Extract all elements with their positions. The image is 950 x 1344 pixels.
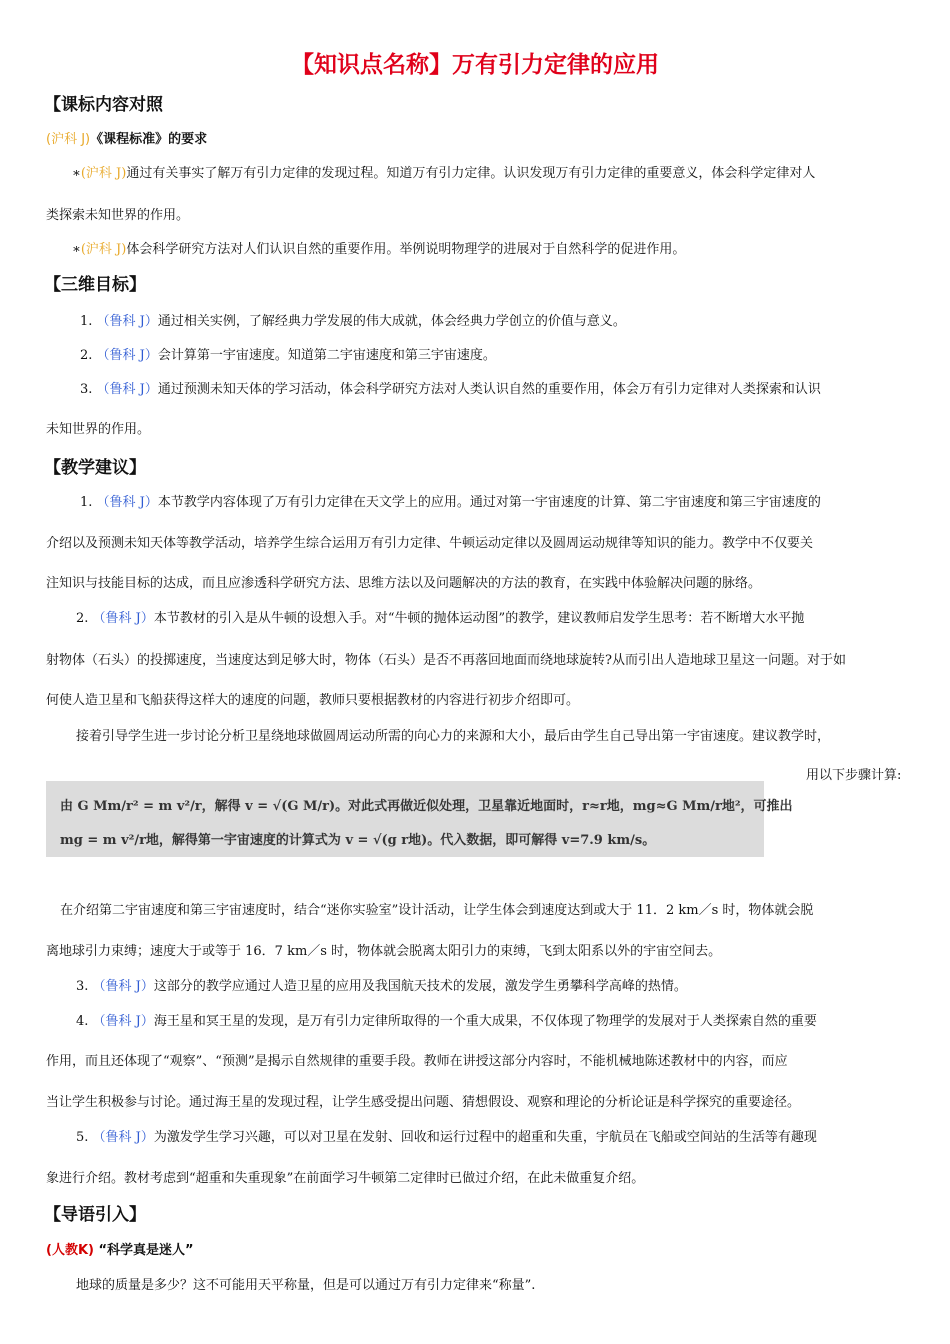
subheading-text: 《课程标准》的要求	[90, 132, 208, 147]
subheading-text: “科学真是迷人”	[98, 1243, 194, 1258]
item-text: 为激发学生学习兴趣，可以对卫星在发射、回收和运行过程中的超重和失重，宇航员在飞船或空间站的生活等有趣现	[153, 1130, 817, 1145]
teaching-item-2-line-3: 何使人造卫星和飞船获得这样大的速度的问题，教师只要根据教材的内容进行初步介绍即可。	[46, 693, 580, 708]
teaching-item-5	[76, 1126, 817, 1145]
source-tag: (沪科 J)	[46, 132, 91, 147]
curriculum-paragraph-2	[72, 238, 685, 257]
section-heading-teaching: 【教学建议】	[44, 458, 146, 478]
intro-subheading	[46, 1239, 194, 1258]
item-number: 3.	[76, 979, 89, 994]
item-text: 本节教材的引入是从牛顿的设想入手。对“牛顿的抛体运动图”的教学，建议教师启发学生思考：若不断增大水平抛	[153, 611, 805, 626]
teaching-item-4	[76, 1010, 817, 1029]
item-number: 1.	[80, 495, 93, 510]
paragraph-text: 体会科学研究方法对人们认识自然的重要作用。举例说明物理学的进展对于自然科学的促进作用。	[126, 242, 686, 257]
source-tag: (沪科 J)	[80, 166, 127, 181]
item-number: 2.	[80, 348, 93, 363]
formula-line-2: mg = m v²/r地，解得第一宇宙速度的计算式为 v = √(g r地)。代入数据，即可解得 v=7.9 km/s。	[60, 833, 656, 848]
item-number: 3.	[80, 382, 93, 397]
source-tag: (人教K)	[46, 1243, 94, 1258]
teaching-item-3	[76, 975, 687, 994]
source-tag: （鲁科 J）	[92, 611, 154, 626]
goal-item-2	[80, 344, 496, 363]
item-text: 通过相关实例，了解经典力学发展的伟大成就，体会经典力学创立的价值与意义。	[157, 314, 626, 329]
item-number: 4.	[76, 1014, 89, 1029]
bullet-star: ∗	[72, 166, 81, 181]
section-heading-intro: 【导语引入】	[44, 1205, 146, 1225]
item-text: 会计算第一宇宙速度。知道第二宇宙速度和第三宇宙速度。	[157, 348, 496, 363]
teaching-second-line-2: 离地球引力束缚；速度大于或等于 16．7 km／s 时，物体就会脱离太阳引力的束缚，飞到太阳系以外的宇宙空间去。	[46, 944, 722, 959]
teaching-follow-line-1: 接着引导学生进一步讨论分析卫星绕地球做圆周运动所需的向心力的来源和大小，最后由学生自己导出第一宇宙速度。建议教学时，	[76, 729, 831, 744]
intro-paragraph: 地球的质量是多少？这不可能用天平称量，但是可以通过万有引力定律来“称量”.	[76, 1278, 536, 1293]
goal-item-3-cont: 未知世界的作用。	[46, 422, 151, 437]
item-number: 1.	[80, 314, 93, 329]
teaching-item-4-line-3: 当让学生积极参与讨论。通过海王星的发现过程，让学生感受提出问题、猜想假设、观察和理论的分析论证是科学探究的重要途径。	[46, 1095, 801, 1110]
goal-item-1	[80, 310, 626, 329]
teaching-follow-line-2: 用以下步骤计算:	[806, 768, 902, 783]
source-tag: （鲁科 J）	[92, 1130, 154, 1145]
item-number: 2.	[76, 611, 89, 626]
source-tag: （鲁科 J）	[96, 495, 158, 510]
bullet-star: ∗	[72, 242, 81, 257]
section-heading-curriculum: 【课标内容对照	[44, 95, 163, 115]
item-number: 5.	[76, 1130, 89, 1145]
formula-line-1: 由 G Mm/r² = m v²/r，解得 v = √(G M/r)。对此式再做近似处理，卫星靠近地面时，r≈r地，mg≈G Mm/r地²，可推出	[60, 799, 793, 814]
source-tag: （鲁科 J）	[92, 979, 154, 994]
teaching-item-1-line-3: 注知识与技能目标的达成，而且应渗透科学研究方法、思维方法以及问题解决的方法的教育，在实践中体验解决问题的脉络。	[46, 576, 762, 591]
teaching-item-1-line-2: 介绍以及预测未知天体等教学活动，培养学生综合运用万有引力定律、牛顿运动定律以及圆周运动规律等知识的能力。教学中不仅要关	[46, 536, 814, 551]
goal-item-3	[80, 378, 821, 397]
source-tag: （鲁科 J）	[92, 1014, 154, 1029]
teaching-item-4-line-2: 作用，而且还体现了“观察”、“预测”是揭示自然规律的重要手段。教师在讲授这部分内容时，不能机械地陈述教材中的内容，而应	[46, 1054, 788, 1069]
teaching-item-1	[80, 491, 821, 510]
teaching-item-5-line-2: 象进行介绍。教材考虑到“超重和失重现象”在前面学习牛顿第二定律时已做过介绍，在此未做重复介绍。	[46, 1171, 645, 1186]
curriculum-subheading	[46, 128, 207, 147]
section-heading-goals: 【三维目标】	[44, 275, 146, 295]
item-text: 海王星和冥王星的发现，是万有引力定律所取得的一个重大成果，不仅体现了物理学的发展对于人类探索自然的重要	[153, 1014, 817, 1029]
teaching-item-2	[76, 607, 804, 626]
page-title: 【知识点名称】万有引力定律的应用	[291, 52, 659, 78]
teaching-item-2-line-2: 射物体（石头）的投掷速度，当速度达到足够大时，物体（石头）是否不再落回地面而绕地球旋转?从而引出人造地球卫星这一问题。对于如	[46, 653, 846, 668]
source-tag: （鲁科 J）	[96, 348, 158, 363]
source-tag: （鲁科 J）	[96, 314, 158, 329]
item-text: 通过预测未知天体的学习活动，体会科学研究方法对人类认识自然的重要作用，体会万有引力定律对人类探索和认识	[157, 382, 821, 397]
source-tag: (沪科 J)	[80, 242, 127, 257]
paragraph-text: 通过有关事实了解万有引力定律的发现过程。知道万有引力定律。认识发现万有引力定律的重要意义，体会科学定律对人	[126, 166, 816, 181]
source-tag: （鲁科 J）	[96, 382, 158, 397]
curriculum-paragraph-1	[72, 162, 815, 181]
formula-image	[46, 781, 793, 857]
item-text: 这部分的教学应通过人造卫星的应用及我国航天技术的发展，激发学生勇攀科学高峰的热情。	[153, 979, 687, 994]
curriculum-paragraph-1-cont: 类探索未知世界的作用。	[46, 208, 190, 223]
item-text: 本节教学内容体现了万有引力定律在天文学上的应用。通过对第一宇宙速度的计算、第二宇宙速度和第三宇宙速度的	[157, 495, 821, 510]
teaching-second-line-1: 在介绍第二宇宙速度和第三宇宙速度时，结合“迷你实验室”设计活动，让学生体会到速度达到或大于 11．2 km／s 时，物体就会脱	[60, 903, 814, 918]
